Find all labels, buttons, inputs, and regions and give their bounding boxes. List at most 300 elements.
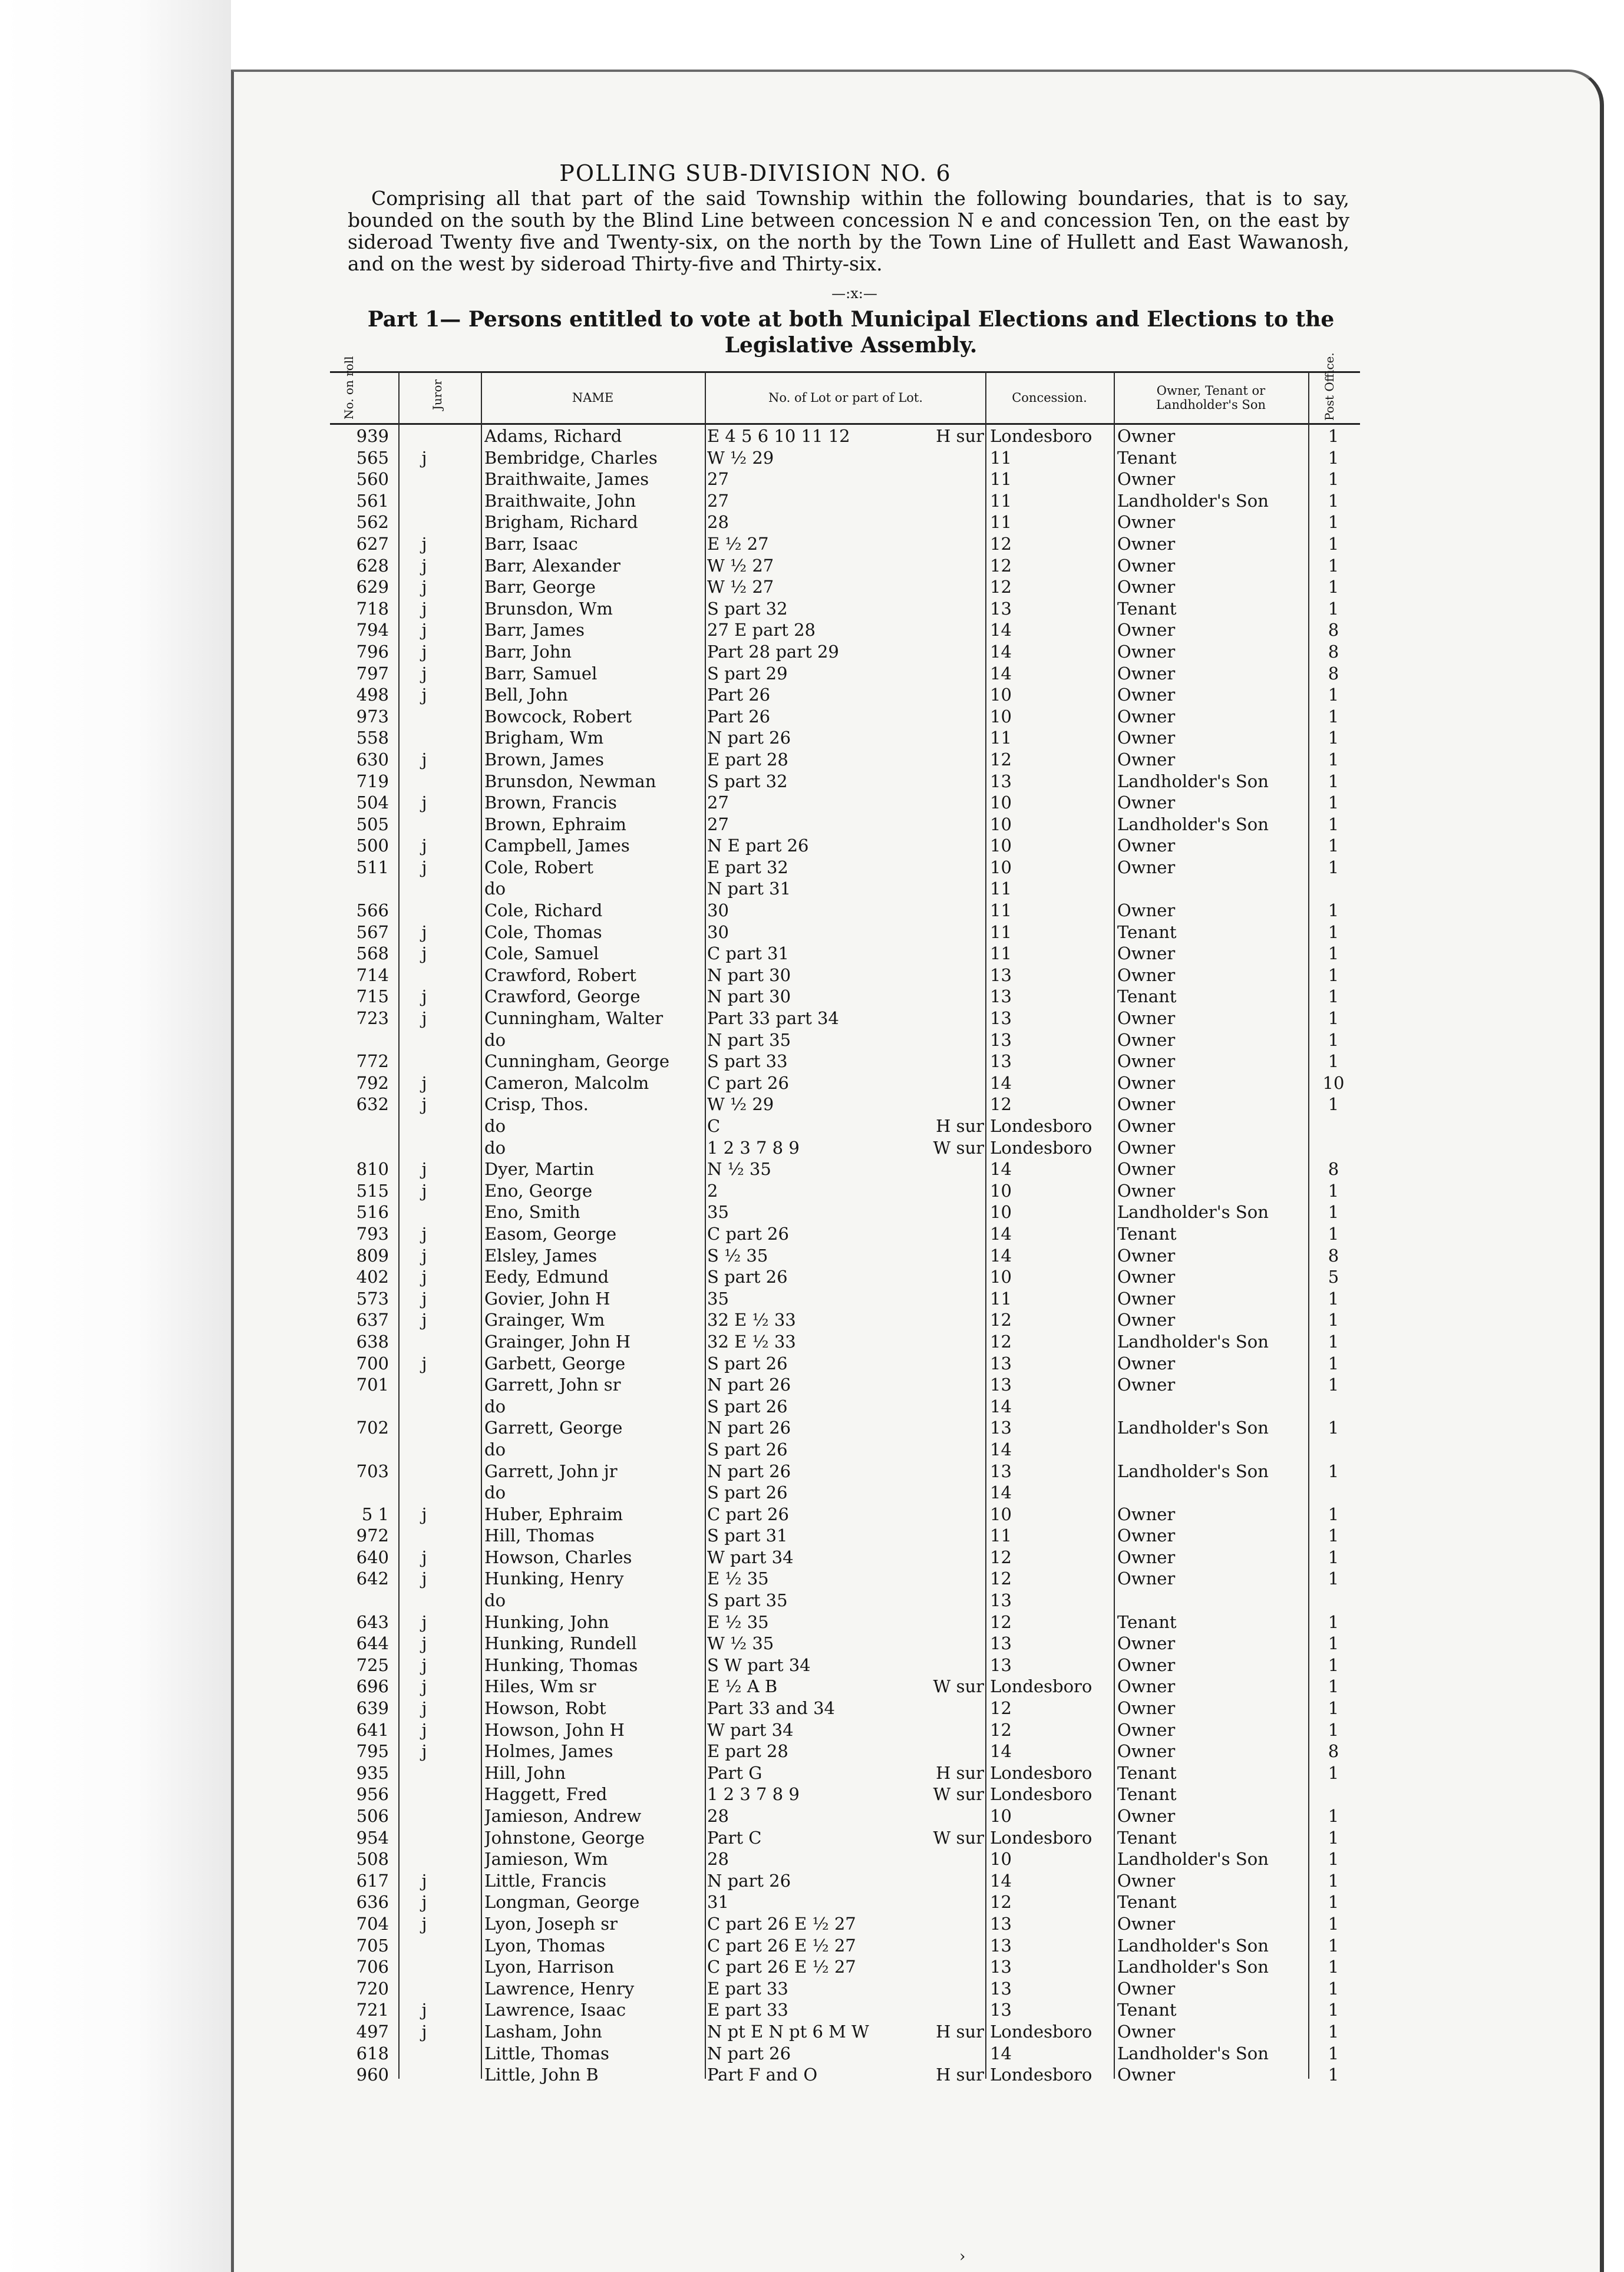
voter-name: Hunking, Rundell [484, 1633, 637, 1654]
juror-mark: j [421, 533, 427, 554]
roll-number: 640 [356, 1547, 389, 1567]
roll-number: 568 [356, 943, 389, 964]
concession: 14 [990, 1439, 1012, 1459]
concession: 11 [990, 447, 1012, 468]
lot-number: 30 [707, 922, 729, 942]
concession: 12 [990, 1611, 1012, 1632]
table-row [330, 1029, 1360, 1051]
post-office: 1 [1328, 1935, 1339, 1956]
separator: —:x:— [831, 285, 877, 302]
lot-number: W ½ 27 [707, 555, 774, 576]
roll-number: 810 [356, 1159, 389, 1180]
owner-status: Owner [1117, 512, 1176, 533]
concession: 14 [990, 1072, 1012, 1093]
table-row [330, 1051, 1360, 1072]
concession: 11 [990, 879, 1012, 899]
post-office: 8 [1328, 1159, 1339, 1180]
concession: 12 [990, 1094, 1012, 1115]
post-office: 1 [1328, 1913, 1339, 1934]
owner-status: Landholder's Son [1117, 814, 1269, 834]
voter-name: do [484, 1137, 506, 1158]
owner-status: Owner [1117, 1375, 1176, 1395]
table-row [330, 922, 1360, 943]
table-row [330, 490, 1360, 512]
concession: 11 [990, 490, 1012, 511]
concession: 11 [990, 1288, 1012, 1309]
table-row [330, 1137, 1360, 1159]
voter-name: Jamieson, Wm [484, 1849, 608, 1870]
post-office: 1 [1328, 2000, 1339, 2020]
juror-mark: j [421, 749, 427, 770]
voter-name: Eno, Smith [484, 1202, 580, 1223]
roll-number: 797 [356, 663, 389, 683]
juror-mark: j [421, 620, 427, 640]
roll-number: 719 [356, 771, 389, 791]
owner-status: Tenant [1117, 1223, 1177, 1244]
post-office: 8 [1328, 1245, 1339, 1266]
voter-name: Lawrence, Isaac [484, 2000, 626, 2020]
roll-number: 562 [356, 512, 389, 533]
roll-number: 720 [356, 1978, 389, 1999]
owner-status: Owner [1117, 1870, 1176, 1891]
table-row [330, 1870, 1360, 1892]
table-row [330, 598, 1360, 620]
voter-name: Hill, Thomas [484, 1525, 595, 1546]
lot-number: S part 26 [707, 1353, 788, 1373]
post-office: 1 [1328, 555, 1339, 576]
lot-number: Part F and O [707, 2065, 818, 2085]
concession: 13 [990, 1051, 1012, 1072]
voter-name: Little, Francis [484, 1870, 607, 1891]
post-office: 1 [1328, 965, 1339, 985]
concession: 13 [990, 1957, 1012, 1977]
roll-number: 702 [356, 1418, 389, 1438]
post-office: 1 [1328, 447, 1339, 468]
owner-status: Tenant [1117, 1892, 1177, 1913]
roll-number: 639 [356, 1698, 389, 1719]
table-row [330, 533, 1360, 555]
voters-table [330, 352, 1360, 2085]
voter-name: Lyon, Joseph sr [484, 1913, 618, 1934]
roll-number: 5 1 [361, 1504, 389, 1524]
post-office: 1 [1328, 749, 1339, 770]
voter-name: Cole, Richard [484, 900, 603, 921]
table-row [330, 555, 1360, 577]
lot-number: C part 26 [707, 1072, 789, 1093]
juror-mark: j [421, 943, 427, 964]
table-top-rule [330, 371, 1360, 373]
lot-number: C [707, 1116, 721, 1136]
juror-mark: j [421, 1159, 427, 1180]
owner-status: Owner [1117, 1137, 1176, 1158]
juror-mark: j [421, 1698, 427, 1719]
roll-number: 402 [356, 1267, 389, 1287]
concession: 12 [990, 1547, 1012, 1567]
roll-number: 935 [356, 1762, 389, 1783]
voter-name: Brown, James [484, 749, 605, 770]
table-row [330, 1266, 1360, 1288]
left-margin-shadow [0, 0, 231, 2272]
voter-name: Brunsdon, Newman [484, 771, 656, 791]
juror-mark: j [421, 1892, 427, 1913]
voter-name: Hiles, Wm sr [484, 1676, 596, 1697]
roll-number: 636 [356, 1892, 389, 1913]
voter-name: Howson, Charles [484, 1547, 632, 1567]
table-row [330, 1353, 1360, 1375]
owner-status: Owner [1117, 620, 1176, 640]
juror-mark: j [421, 1741, 427, 1762]
roll-number: 567 [356, 922, 389, 942]
post-office: 1 [1328, 943, 1339, 964]
table-row [330, 641, 1360, 663]
post-office: 1 [1328, 1223, 1339, 1244]
juror-mark: j [421, 1913, 427, 1934]
survey: H sur [936, 1116, 984, 1136]
post-office: 1 [1328, 1525, 1339, 1546]
lot-number: E part 33 [707, 2000, 788, 2020]
concession: 14 [990, 1223, 1012, 1244]
table-row [330, 1158, 1360, 1180]
header-post-office: Post Office. [1322, 352, 1336, 421]
post-office: 1 [1328, 1094, 1339, 1115]
juror-mark: j [421, 1310, 427, 1330]
table-row [330, 1072, 1360, 1094]
roll-number: 565 [356, 447, 389, 468]
owner-status: Owner [1117, 1547, 1176, 1567]
voter-name: Lawrence, Henry [484, 1978, 635, 1999]
roll-number: 498 [356, 685, 389, 705]
voter-name: Longman, George [484, 1892, 640, 1913]
table-row [330, 2043, 1360, 2065]
post-office: 1 [1328, 1892, 1339, 1913]
table-row [330, 878, 1360, 900]
lot-number: 32 E ½ 33 [707, 1331, 796, 1352]
owner-status: Owner [1117, 1029, 1176, 1050]
table-row [330, 1590, 1360, 1611]
concession: 10 [990, 1180, 1012, 1201]
lot-number: 31 [707, 1892, 729, 1913]
lot-number: N part 26 [707, 1461, 791, 1481]
post-office: 1 [1328, 792, 1339, 813]
owner-status: Owner [1117, 1159, 1176, 1180]
concession: 11 [990, 469, 1012, 490]
voter-name: Elsley, James [484, 1245, 598, 1266]
concession: Londesboro [990, 2065, 1092, 2085]
roll-number: 641 [356, 1719, 389, 1740]
roll-number: 696 [356, 1676, 389, 1697]
table-row [330, 663, 1360, 685]
concession: 14 [990, 663, 1012, 683]
table-row [330, 1396, 1360, 1418]
juror-mark: j [421, 1568, 427, 1589]
owner-status: Owner [1117, 792, 1176, 813]
concession: 14 [990, 1870, 1012, 1891]
voter-name: do [484, 1439, 506, 1459]
lot-number: W ½ 29 [707, 447, 774, 468]
post-office: 1 [1328, 2043, 1339, 2063]
post-office: 1 [1328, 533, 1339, 554]
lot-number: Part 33 and 34 [707, 1698, 836, 1719]
lot-number: S part 35 [707, 1590, 788, 1611]
table-row [330, 1482, 1360, 1504]
juror-mark: j [421, 1353, 427, 1373]
post-office: 1 [1328, 1655, 1339, 1675]
lot-number: N part 31 [707, 879, 791, 899]
lot-number: 27 [707, 792, 729, 813]
voter-name: Campbell, James [484, 836, 630, 856]
voter-name: Barr, Isaac [484, 533, 578, 554]
voter-name: Brown, Ephraim [484, 814, 626, 834]
post-office: 1 [1328, 922, 1339, 942]
owner-status: Owner [1117, 1267, 1176, 1287]
table-row [330, 1245, 1360, 1267]
concession: 13 [990, 1633, 1012, 1654]
roll-number: 723 [356, 1008, 389, 1029]
owner-status: Owner [1117, 857, 1176, 877]
post-office: 8 [1328, 641, 1339, 662]
lot-number: S W part 34 [707, 1655, 811, 1675]
owner-status: Owner [1117, 1008, 1176, 1029]
owner-status: Owner [1117, 728, 1176, 748]
concession: Londesboro [990, 1827, 1092, 1848]
voter-name: Cole, Thomas [484, 922, 602, 942]
owner-status: Owner [1117, 1719, 1176, 1740]
post-office: 1 [1328, 1633, 1339, 1654]
owner-status: Owner [1117, 1676, 1176, 1697]
juror-mark: j [421, 1633, 427, 1654]
voter-name: do [484, 1029, 506, 1050]
table-row [330, 511, 1360, 533]
voter-name: Eno, George [484, 1180, 593, 1201]
roll-number: 772 [356, 1051, 389, 1072]
header-owner: Owner, Tenant or Landholder's Son [1156, 384, 1266, 412]
concession: Londesboro [990, 1137, 1092, 1158]
voter-name: Haggett, Fred [484, 1784, 608, 1805]
table-row [330, 1698, 1360, 1719]
roll-number: 796 [356, 641, 389, 662]
concession: 10 [990, 1267, 1012, 1287]
table-row [330, 1913, 1360, 1935]
roll-number: 643 [356, 1611, 389, 1632]
concession: 10 [990, 1504, 1012, 1524]
owner-status: Owner [1117, 900, 1176, 921]
table-row [330, 1999, 1360, 2021]
lot-number: 28 [707, 512, 729, 533]
juror-mark: j [421, 641, 427, 662]
owner-status: Owner [1117, 943, 1176, 964]
header-name: NAME [572, 391, 614, 405]
lot-number: S part 29 [707, 663, 788, 683]
concession: 13 [990, 2000, 1012, 2020]
voter-name: do [484, 1116, 506, 1136]
table-row [330, 1115, 1360, 1137]
table-row [330, 1827, 1360, 1849]
voter-name: Howson, Robt [484, 1698, 606, 1719]
concession: 13 [990, 1655, 1012, 1675]
lot-number: W ½ 27 [707, 577, 774, 597]
lot-number: 32 E ½ 33 [707, 1310, 796, 1330]
voter-name: Crawford, Robert [484, 965, 636, 985]
owner-status: Owner [1117, 641, 1176, 662]
roll-number: 718 [356, 598, 389, 619]
voter-name: Easom, George [484, 1223, 617, 1244]
roll-number: 809 [356, 1245, 389, 1266]
lot-number: S part 31 [707, 1525, 788, 1546]
post-office: 1 [1328, 771, 1339, 791]
juror-mark: j [421, 922, 427, 942]
juror-mark: j [421, 685, 427, 705]
post-office: 1 [1328, 1180, 1339, 1201]
juror-mark: j [421, 1267, 427, 1287]
roll-number: 972 [356, 1525, 389, 1546]
post-office: 1 [1328, 1288, 1339, 1309]
lot-number: C part 26 E ½ 27 [707, 1957, 856, 1977]
lot-number: W ½ 29 [707, 1094, 774, 1115]
lot-number: W ½ 35 [707, 1633, 774, 1654]
post-office: 1 [1328, 857, 1339, 877]
voter-name: Holmes, James [484, 1741, 613, 1762]
roll-number: 642 [356, 1568, 389, 1589]
post-office: 10 [1322, 1072, 1345, 1093]
post-office: 1 [1328, 1461, 1339, 1481]
voter-name: Lyon, Harrison [484, 1957, 615, 1977]
lot-number: W part 34 [707, 1547, 794, 1567]
juror-mark: j [421, 1223, 427, 1244]
boundary-description [348, 187, 1349, 275]
table-row [330, 1525, 1360, 1547]
owner-status: Owner [1117, 1698, 1176, 1719]
concession: 12 [990, 555, 1012, 576]
table-row [330, 1784, 1360, 1805]
lot-number: N part 26 [707, 1870, 791, 1891]
concession: Londesboro [990, 1116, 1092, 1136]
concession: 13 [990, 1029, 1012, 1050]
owner-status: Owner [1117, 1051, 1176, 1072]
concession: 11 [990, 512, 1012, 533]
owner-status: Tenant [1117, 1611, 1177, 1632]
concession: Londesboro [990, 1762, 1092, 1783]
bottom-mark: › [959, 2248, 966, 2266]
post-office: 1 [1328, 490, 1339, 511]
roll-number: 973 [356, 706, 389, 726]
juror-mark: j [421, 1547, 427, 1567]
table-row [330, 771, 1360, 792]
juror-mark: j [421, 1655, 427, 1675]
roll-number: 714 [356, 965, 389, 985]
concession: 10 [990, 836, 1012, 856]
owner-status: Owner [1117, 663, 1176, 683]
concession: 13 [990, 1418, 1012, 1438]
post-office: 1 [1328, 1547, 1339, 1567]
post-office: 1 [1328, 814, 1339, 834]
voter-name: Cameron, Malcolm [484, 1072, 649, 1093]
post-office: 1 [1328, 1978, 1339, 1999]
juror-mark: j [421, 577, 427, 597]
voter-name: Little, Thomas [484, 2043, 609, 2063]
lot-number: S part 32 [707, 771, 788, 791]
concession: 13 [990, 1913, 1012, 1934]
juror-mark: j [421, 447, 427, 468]
roll-number: 630 [356, 749, 389, 770]
concession: 14 [990, 1482, 1012, 1503]
survey: W sur [933, 1676, 984, 1697]
table-row [330, 1956, 1360, 1978]
lot-number: 27 [707, 814, 729, 834]
owner-status: Tenant [1117, 1762, 1177, 1783]
table-row [330, 447, 1360, 469]
table-row [330, 684, 1360, 706]
table-row [330, 1008, 1360, 1029]
table-row [330, 1417, 1360, 1439]
roll-number: 500 [356, 836, 389, 856]
owner-status: Owner [1117, 533, 1176, 554]
owner-status: Owner [1117, 1504, 1176, 1524]
juror-mark: j [421, 1719, 427, 1740]
survey: H sur [936, 2021, 984, 2042]
concession: 13 [990, 965, 1012, 985]
voter-name: Garrett, John sr [484, 1375, 621, 1395]
table-body [330, 425, 1360, 2086]
owner-status: Owner [1117, 1806, 1176, 1826]
roll-number: 793 [356, 1223, 389, 1244]
owner-status: Owner [1117, 1913, 1176, 1934]
concession: 10 [990, 1806, 1012, 1826]
juror-mark: j [421, 836, 427, 856]
concession: 12 [990, 533, 1012, 554]
voter-name: do [484, 1482, 506, 1503]
post-office: 1 [1328, 1698, 1339, 1719]
owner-status: Owner [1117, 2021, 1176, 2042]
concession: 10 [990, 814, 1012, 834]
voter-name: Bembridge, Charles [484, 447, 658, 468]
table-row [330, 2064, 1360, 2086]
concession: 11 [990, 1525, 1012, 1546]
post-office: 1 [1328, 1504, 1339, 1524]
concession: 13 [990, 1590, 1012, 1611]
table-row [330, 835, 1360, 857]
owner-status: Tenant [1117, 598, 1177, 619]
voter-name: Braithwaite, John [484, 490, 636, 511]
owner-status: Owner [1117, 1310, 1176, 1330]
concession: 13 [990, 1008, 1012, 1029]
lot-number: S part 32 [707, 598, 788, 619]
table-row [330, 619, 1360, 641]
header-lot: No. of Lot or part of Lot. [768, 391, 923, 405]
post-office: 1 [1328, 1375, 1339, 1395]
lot-number: 30 [707, 900, 729, 921]
post-office: 1 [1328, 836, 1339, 856]
roll-number: 511 [356, 857, 389, 877]
owner-status: Landholder's Son [1117, 1935, 1269, 1956]
voter-name: Cole, Samuel [484, 943, 599, 964]
owner-status: Owner [1117, 1978, 1176, 1999]
survey: H sur [936, 2065, 984, 2085]
table-row [330, 1568, 1360, 1590]
concession: 10 [990, 857, 1012, 877]
post-office: 1 [1328, 1051, 1339, 1072]
concession: 13 [990, 598, 1012, 619]
owner-status: Tenant [1117, 1784, 1177, 1805]
lot-number: S part 26 [707, 1396, 788, 1416]
lot-number: E ½ A B [707, 1676, 778, 1697]
post-office: 1 [1328, 426, 1339, 446]
roll-number: 632 [356, 1094, 389, 1115]
voter-name: Grainger, John H [484, 1331, 631, 1352]
concession: 10 [990, 1849, 1012, 1870]
voter-name: Little, John B [484, 2065, 599, 2085]
voter-name: Barr, Alexander [484, 555, 620, 576]
concession: 10 [990, 685, 1012, 705]
